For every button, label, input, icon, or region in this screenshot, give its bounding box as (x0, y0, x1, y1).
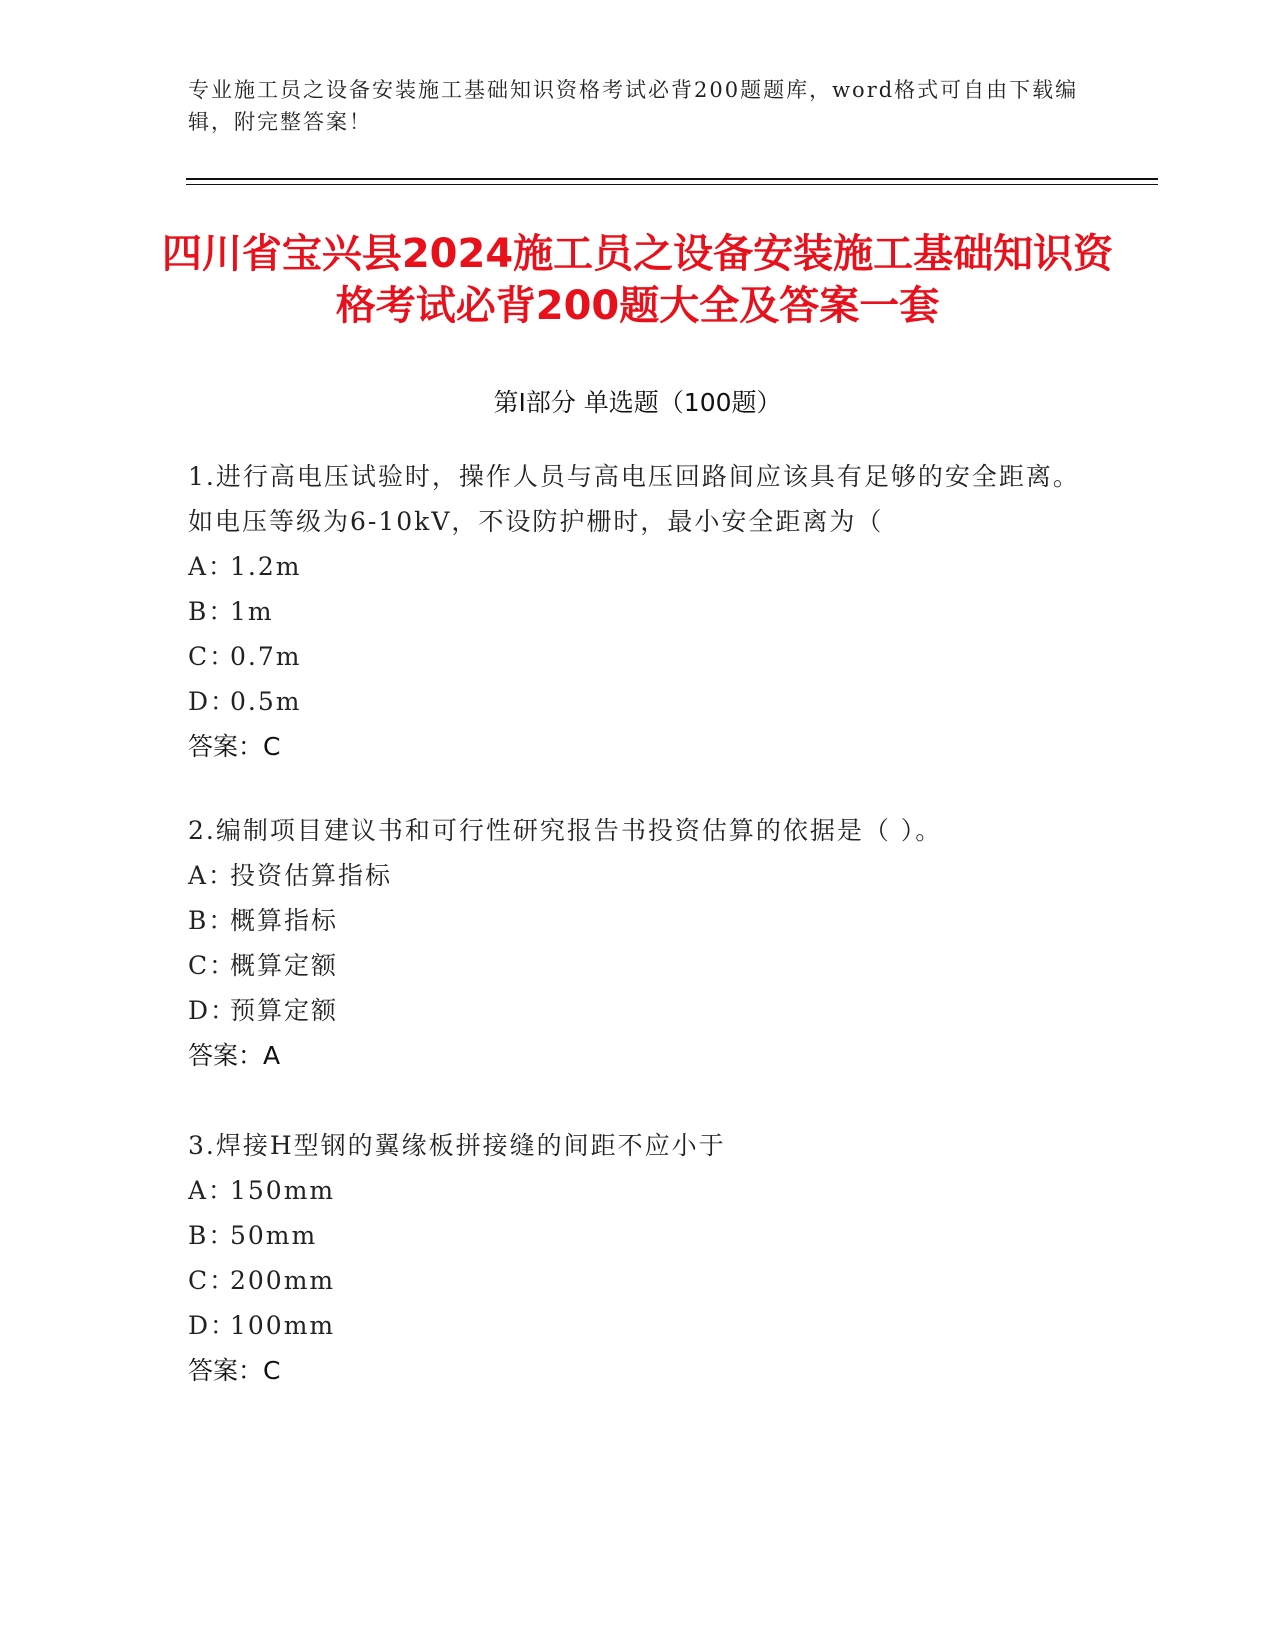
option-a (188, 544, 1088, 589)
option-d (188, 1303, 1088, 1348)
option-key: A： (188, 552, 236, 581)
section-title: 第I部分 单选题（100题） (493, 388, 782, 417)
option-key: D： (188, 687, 238, 716)
option-d (188, 988, 1088, 1033)
option-text: 0.7m (230, 642, 302, 671)
document-title: 四川省宝兴县2024施工员之设备安装施工基础知识资格考试必背200题大全及答案一套 (161, 231, 1114, 329)
option-text: 概算指标 (230, 906, 339, 935)
header-divider-thick (186, 178, 1158, 180)
option-b (188, 1213, 1088, 1258)
option-c (188, 634, 1088, 679)
question-1 (188, 454, 1088, 769)
option-d (188, 679, 1088, 724)
answer: 答案：C (188, 732, 281, 761)
option-text: 50mm (230, 1221, 318, 1250)
option-key: B： (188, 906, 236, 935)
option-b (188, 898, 1088, 943)
option-c (188, 1258, 1088, 1303)
option-text: 预算定额 (230, 996, 339, 1025)
option-key: B： (188, 1221, 236, 1250)
answer: 答案：C (188, 1356, 281, 1385)
option-key: A： (188, 1176, 236, 1205)
option-key: A： (188, 861, 236, 890)
option-text: 概算定额 (230, 951, 339, 980)
question-stem: 2.编制项目建议书和可行性研究报告书投资估算的依据是（ ）。 (188, 816, 943, 845)
option-text: 0.5m (230, 687, 302, 716)
option-key: D： (188, 996, 238, 1025)
option-key: D： (188, 1311, 238, 1340)
option-text: 100mm (230, 1311, 336, 1340)
option-text: 200mm (230, 1266, 336, 1295)
option-a (188, 1168, 1088, 1213)
option-key: C： (188, 951, 237, 980)
header-note: 专业施工员之设备安装施工基础知识资格考试必背200题题库，word格式可自由下载编辑，附完整答案！ (188, 78, 1079, 134)
option-key: C： (188, 642, 237, 671)
question-stem: 3.焊接H型钢的翼缘板拼接缝的间距不应小于 (188, 1131, 726, 1160)
option-text: 150mm (230, 1176, 336, 1205)
option-b (188, 589, 1088, 634)
option-a (188, 853, 1088, 898)
option-c (188, 943, 1088, 988)
question-stem: 1.进行高电压试验时，操作人员与高电压回路间应该具有足够的安全距离。如电压等级为6-10kV，不设防护栅时，最小安全距离为（ (188, 462, 1080, 536)
option-text: 1m (230, 597, 274, 626)
option-text: 1.2m (230, 552, 302, 581)
option-key: C： (188, 1266, 237, 1295)
option-text: 投资估算指标 (230, 861, 393, 890)
option-key: B： (188, 597, 236, 626)
header-divider-thin (186, 184, 1158, 185)
answer: 答案：A (188, 1041, 281, 1070)
question-2 (188, 808, 1088, 1078)
question-3 (188, 1123, 1088, 1393)
